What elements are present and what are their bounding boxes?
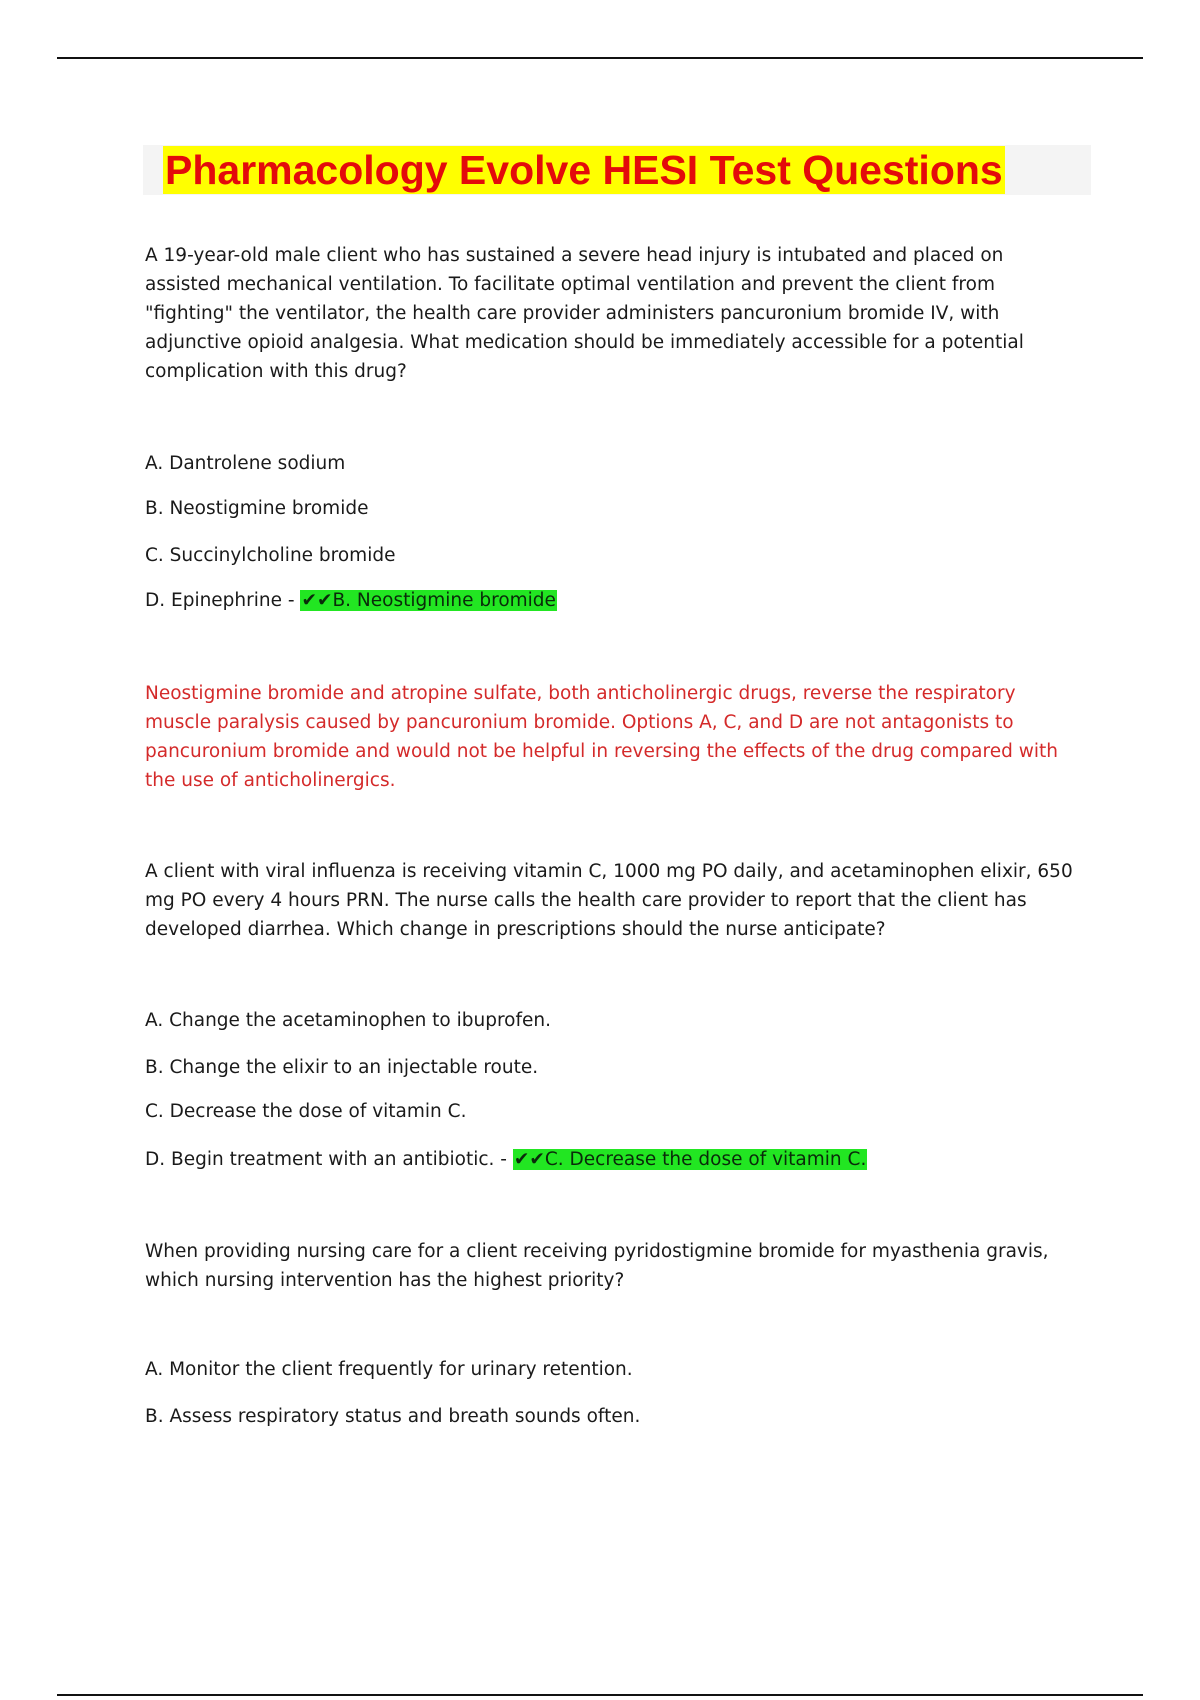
question-1-option-c: C. Succinylcholine bromide: [145, 545, 396, 566]
footer-rule: [57, 1694, 1143, 1696]
question-3-stem: When providing nursing care for a client receiving pyridostigmine bromide for myasthenia gravis, which nursing intervention has the highest priority?: [145, 1241, 1049, 1291]
question-1-rationale: Neostigmine bromide and atropine sulfate, both anticholinergic drugs, reverse the respiratory muscle paralysis caused by pancuronium bromide. Options A, C, and D are not antagonists to pancuronium bromide and would not be helpful in reversing the effects of the drug compared with the use of anticholinergics.: [145, 683, 1058, 791]
header-rule: [57, 57, 1143, 59]
question-1-option-d: [145, 586, 557, 615]
question-2-stem: A client with viral influenza is receiving vitamin C, 1000 mg PO daily, and acetaminophen elixir, 650 mg PO every 4 hours PRN. The nurse calls the health care provider to report that the client has developed diarrhea. Which change in prescriptions should the nurse anticipate?: [145, 861, 1073, 940]
question-2-answer-highlight: ✔✔C. Decrease the dose of vitamin C.: [513, 1149, 867, 1170]
question-2-option-c: C. Decrease the dose of vitamin C.: [145, 1101, 467, 1122]
question-2-option-b: B. Change the elixir to an injectable route.: [145, 1057, 539, 1078]
question-1-answer-highlight: ✔✔B. Neostigmine bromide: [301, 590, 556, 611]
question-1-stem: A 19-year-old male client who has sustained a severe head injury is intubated and placed on assisted mechanical ventilation. To facilitate optimal ventilation and prevent the client from "fighting" the ventilator, the health care provider administers pancuronium bromide IV, with adjunctive opioid analgesia. What medication should be immediately accessible for a potential complication with this drug?: [145, 245, 1024, 382]
page-title: Pharmacology Evolve HESI Test Questions: [165, 147, 1003, 193]
question-2-option-a: A. Change the acetaminophen to ibuprofen.: [145, 1010, 552, 1031]
question-2-option-d: [145, 1145, 867, 1174]
question-2-option-d-text: D. Begin treatment with an antibiotic. -: [145, 1149, 513, 1170]
question-1-option-d-text: D. Epinephrine -: [145, 590, 301, 611]
question-1-option-b: B. Neostigmine bromide: [145, 498, 369, 519]
question-3-option-b: B. Assess respiratory status and breath sounds often.: [145, 1406, 641, 1427]
question-1-option-a: A. Dantrolene sodium: [145, 453, 346, 474]
question-3-option-a: A. Monitor the client frequently for urinary retention.: [145, 1359, 633, 1380]
